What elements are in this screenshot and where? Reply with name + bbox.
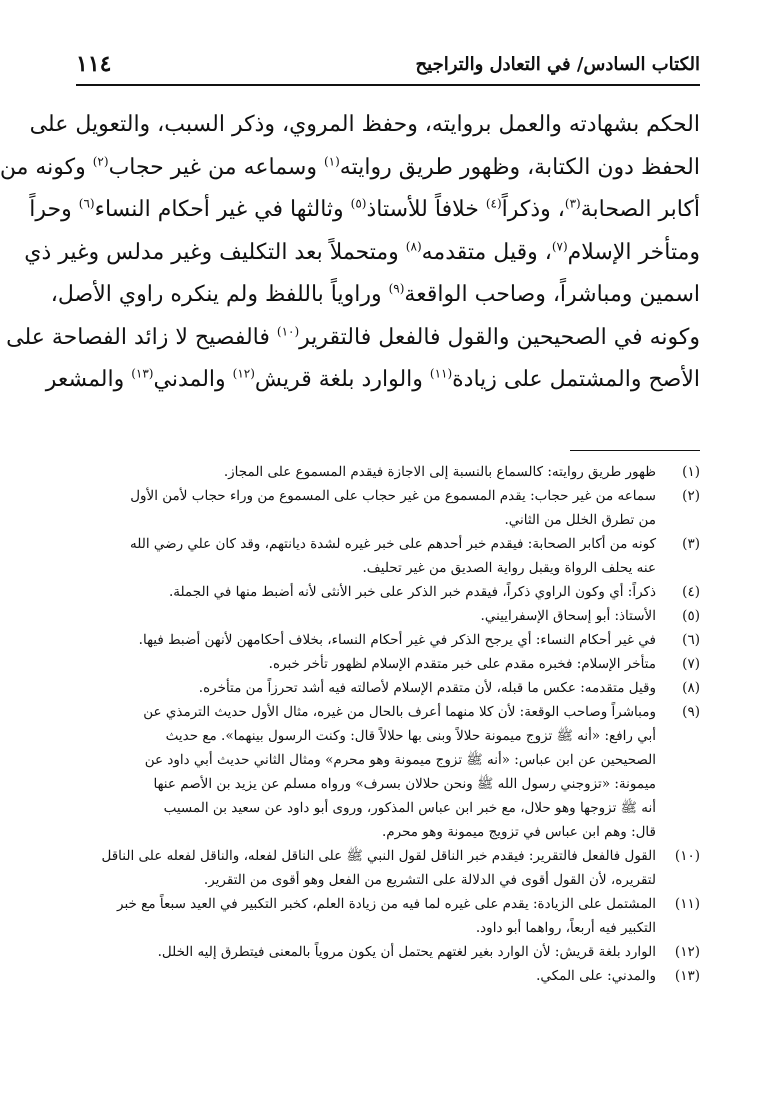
- footnote-line: لتقريره، لأن القول أقوى في الدلالة على التشريع من الفعل وهو أقوى من التقرير.: [203, 872, 656, 888]
- footnote: [78, 580, 700, 604]
- footnote-line: وقيل متقدمه: عكس ما قبله، لأن متقدم الإسلام لأصالته فيه أشد تحرزاً من متأخره.: [198, 680, 656, 696]
- footnote-text: [78, 532, 656, 580]
- text-segment: خلافاً للأستاذ: [366, 197, 486, 222]
- footnote-line: ومباشراً وصاحب الوقعة: لأن كلا منهما أعرف بالحال من غيره، مثال الأول حديث الترمذي عن: [143, 704, 656, 720]
- footnote-marker: (١٠): [276, 324, 300, 339]
- text-segment: والمشعر: [45, 367, 132, 392]
- text-segment: وحراً: [29, 197, 79, 222]
- footnote-marker: (٥): [350, 196, 367, 211]
- text-segment: وراوياً باللفظ ولم ينكره راوي الأصل،: [50, 282, 389, 307]
- footnote-number: (٧): [682, 656, 700, 672]
- footnote-line: أنه ﷺ تزوجها وهو حلال، مع خبر ابن عباس المذكور، وروى أبو داود عن سعيد بن المسيب: [163, 800, 656, 816]
- text-segment: والوارد بلغة قريش: [254, 367, 430, 392]
- footnote-text: [78, 484, 656, 532]
- footnote-line: ظهور طريق روايته: كالسماع بالنسبة إلى الاجازة فيقدم المسموع على المجاز.: [223, 464, 656, 480]
- footnotes: [78, 460, 700, 988]
- footnote: [78, 604, 700, 628]
- footnote-number: (٤): [682, 584, 700, 600]
- page-header: [76, 44, 700, 86]
- footnote-marker: (١٢): [232, 366, 255, 381]
- text-segment: اسمين ومباشراً، وصاحب الواقعة: [404, 282, 700, 307]
- main-text: [0, 104, 700, 402]
- footnote-text: [78, 460, 656, 484]
- footnote: [78, 652, 700, 676]
- footnote-text: [78, 652, 656, 676]
- footnote-number: (١٣): [674, 968, 700, 984]
- footnote: [78, 892, 700, 940]
- footnote-marker: (٧): [551, 239, 568, 254]
- footnote-line: كونه من أكابر الصحابة: فيقدم خبر أحدهم على خبر غيره لشدة ديانتهم، وقد كان علي رضي الله: [130, 536, 656, 552]
- footnote-line: الأستاذ: أبو إسحاق الإسفراييني.: [480, 608, 656, 624]
- footnote-text: [78, 580, 656, 604]
- footnote-line: الصحيحين عن ابن عباس: «أنه ﷺ تزوج ميمونة وهو محرم» ومثال الثاني حديث أبي داود عن: [144, 752, 656, 768]
- footnote-line: قال: وهم ابن عباس في تزويج ميمونة وهو محرم.: [381, 824, 656, 840]
- text-segment: ومتحملاً بعد التكليف وغير مدلس وغير ذي: [24, 239, 406, 265]
- footnote-marker: (٩): [388, 281, 405, 296]
- footnote: [78, 676, 700, 700]
- footnote-number: (٨): [682, 680, 700, 696]
- text-segment: ، وقيل متقدمه: [421, 239, 552, 265]
- footnote-marker: (٣): [564, 196, 581, 211]
- footnote: [78, 628, 700, 652]
- footnote: [78, 484, 700, 532]
- footnote-number: (١٢): [674, 944, 700, 960]
- footnote-number: (١٠): [674, 848, 700, 864]
- footnote-number: (٦): [682, 632, 700, 648]
- footnote: [78, 460, 700, 484]
- text-line: [6, 317, 700, 360]
- text-line: [0, 147, 700, 190]
- text-segment: وثالثها في غير أحكام النساء: [94, 197, 351, 222]
- footnote: [78, 532, 700, 580]
- footnote-line: عنه يحلف الرواة ويقبل رواية الصديق من غير تحليف.: [362, 560, 656, 576]
- footnote-text: [78, 844, 656, 892]
- page-number: ١١٤: [76, 51, 112, 77]
- text-line: [50, 274, 700, 317]
- text-segment: ومتأخر الإسلام: [567, 239, 700, 265]
- footnote-number: (٢): [682, 488, 700, 504]
- footnote-line: المشتمل على الزيادة: يقدم على غيره لما فيه من زيادة العلم، كخبر التكبير في العيد سبعاً مع خبر: [117, 896, 656, 912]
- footnote-text: [78, 700, 656, 844]
- footnote-number: (١١): [674, 896, 700, 912]
- footnote-marker: (١١): [429, 366, 453, 381]
- footnote-marker: (٦): [78, 196, 95, 211]
- footnote-text: [78, 964, 656, 988]
- footnote: [78, 940, 700, 964]
- footnote-line: في غير أحكام النساء: أي يرجح الذكر في غير أحكام النساء، بخلاف أحكامهن لأنهن أضبط فيها.: [138, 632, 656, 648]
- footnote: [78, 844, 700, 892]
- footnote-line: والمدني: على المكي.: [536, 968, 656, 984]
- footnote-separator: [570, 450, 700, 451]
- footnote-marker: (٨): [405, 239, 422, 254]
- footnote: [78, 964, 700, 988]
- footnote-line: متأخر الإسلام: فخبره مقدم على خبر متقدم الإسلام لظهور تأخر خبره.: [268, 656, 656, 672]
- footnote-number: (١): [682, 464, 700, 480]
- footnote-line: ميمونة: «تزوجني رسول الله ﷺ ونحن حلالان بسرف» ورواه مسلم عن يزيد بن الأصم عنها: [153, 776, 656, 792]
- footnote-text: [78, 892, 656, 940]
- footnote-text: [78, 604, 656, 628]
- footnote-number: (٥): [682, 608, 700, 624]
- text-segment: أكابر الصحابة: [580, 197, 700, 222]
- footnote-marker: (٢): [92, 154, 109, 169]
- footnote-marker: (١٣): [131, 366, 154, 381]
- text-segment: الحكم بشهادته والعمل بروايته، وحفظ المروي، وذكر السبب، والتعويل على: [29, 112, 700, 137]
- running-title: الكتاب السادس/ في التعادل والتراجيح: [415, 53, 700, 75]
- footnote-line: أبي رافع: «أنه ﷺ تزوج ميمونة حلالاً وبنى بها حلالاً قال: وكنت الرسول بينهما». مع حديث: [165, 728, 656, 744]
- text-segment: وكونه في الصحيحين والقول فالفعل فالتقرير: [299, 324, 700, 350]
- text-segment: والمدني: [153, 367, 233, 392]
- footnote-marker: (٤): [485, 196, 502, 211]
- footnote-text: [78, 676, 656, 700]
- footnote-line: سماعه من غير حجاب: يقدم المسموع من غير حجاب على المسموع من وراء حجاب لأمن الأول: [130, 488, 656, 504]
- footnote-text: [78, 940, 656, 964]
- footnote-line: ذكراً: أي وكون الراوي ذكراً، فيقدم خبر الذكر على خبر الأنثى لأنه أضبط منها في الجملة.: [168, 584, 656, 600]
- text-line: [45, 359, 700, 402]
- text-segment: ، وذكراً: [501, 197, 565, 222]
- footnote-number: (٣): [682, 536, 700, 552]
- footnote-line: القول فالفعل فالتقرير: فيقدم خبر الناقل لقول النبي ﷺ على الناقل لفعله، والناقل لفعله على الناقل: [101, 848, 656, 864]
- text-segment: وكونه من: [0, 154, 93, 180]
- footnote-number: (٩): [682, 704, 700, 720]
- footnote-line: التكبير فيه أربعاً، رواهما أبو داود.: [475, 920, 656, 936]
- footnote-line: من تطرق الخلل من الثاني.: [504, 512, 656, 528]
- text-segment: فالفصيح لا زائد الفصاحة على: [6, 324, 277, 350]
- footnote-line: الوارد بلغة قريش: لأن الوارد بغير لغتهم يحتمل أن يكون مروياً بالمعنى فيتطرق إليه الخلل.: [157, 944, 656, 960]
- text-line: [29, 104, 700, 147]
- footnote: [78, 700, 700, 844]
- text-line: [24, 232, 700, 275]
- text-segment: وسماعه من غير حجاب: [108, 154, 324, 180]
- text-line: [29, 189, 700, 232]
- text-segment: الحفظ دون الكتابة، وظهور طريق روايته: [339, 154, 700, 180]
- footnote-text: [78, 628, 656, 652]
- text-segment: الأصح والمشتمل على زيادة: [452, 367, 700, 392]
- footnote-marker: (١): [323, 154, 340, 169]
